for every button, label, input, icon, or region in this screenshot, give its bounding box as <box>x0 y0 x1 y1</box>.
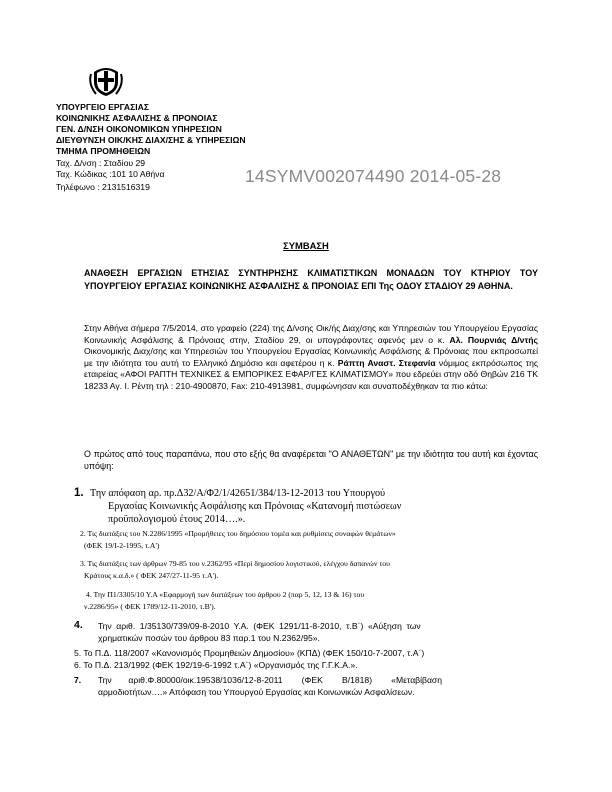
item-5-number: 4. <box>74 619 83 631</box>
postal-line: Ταχ. Κώδικας :101 10 Αθήνα <box>56 169 165 179</box>
directorate: ΔΙΕΥΘΥΝΣΗ ΟΙΚ/ΚΗΣ ΔΙΑΧ/ΣΗΣ & ΥΠΗΡΕΣΙΩΝ <box>56 135 246 145</box>
ministry-subtitle: ΚΟΙΝΩΝΙΚΗΣ ΑΣΦΑΛΙΣΗΣ & ΠΡΟΝΟΙΑΣ <box>56 113 218 123</box>
address-line: Ταχ. Δ/νση : Σταδίου 29 <box>56 158 146 168</box>
item-8-line-1: Την αριθ.Φ.80000/οικ.19538/1036/12-8-2011 (ΦΕΚ Β/1818) «Μεταβίβαση <box>98 675 443 685</box>
intro-paragraph: Στην Αθήνα σήμερα 7/5/2014, στο γραφείο (224) της Δ/νσης Οικ/ής Διαχ/σης και Υπηρεσιών του Υπουργείου Εργασίας Κοινωνικής Ασφάλισης & Πρόνοιας στην, Σταδίου 29, οι υπογράφοντες αφενός μεν ο κ. Αλ. Πουρνιάς Δ/ντής Οικονομικής Διαχ/σης και Υπηρεσιών του Υπουργείου Εργασίας Κοινωνικής Ασφάλισης & Πρόνοιας που εκπροσωπεί με την ιδιότητα του αυτή το Ελληνικό Δημόσιο και αφετέρου η κ. Ράπτη Αναστ. Στεφανία νόμιμος εκπρόσωπος της εταιρείας «ΑΦΟΙ ΡΑΠΤΗ ΤΕΧΝΙΚΕΣ & ΕΜΠΟΡΙΚΕΣ ΕΦΑΡ/ΓΕΣ ΚΛΙΜΑΤΙΣΜΟΥ» που εδρεύει στην οδό Θηβών 216 ΤΚ 18233 Αγ. Ι. Ρέντη τηλ : 210-4900870, Fax: 210-4913981, συμφώνησαν και συναποδέχθηκαν τα πιο κάτω: <box>84 323 538 391</box>
greek-emblem-icon <box>88 62 124 98</box>
item-7: 6. Το Π.Δ. 213/1992 (ΦΕΚ 192/19-6-1992 τ.Α΄) «Οργανισμός της Γ.Γ.Κ.Α.». <box>74 660 358 670</box>
item-1-line-2: Εργασίας Κοινωνικής Ασφάλισης και Πρόνοιας «Κατανομή πιστώσεων <box>108 501 402 512</box>
item-8-line-2: αρμοδιοτήτων….» Απόφαση του Υπουργού Εργασίας και Κοινωνικών Ασφαλίσεων. <box>98 687 415 697</box>
item-5-line-2: χρηματικών ποσών του άρθρου 83 παρ.1 του Ν.2362/95». <box>98 633 320 643</box>
signatory-1: Αλ. Πουρνιάς Δ/ντής <box>449 334 538 345</box>
item-5-line-1: Την αριθ. 1/35130/739/09-8-2010 Υ.Α. (ΦΕΚ 1291/11-8-2010, τ.Β΄) «Αύξηση των <box>98 621 421 631</box>
item-4-line-1: 4. Την Π1/3305/10 Υ.Α «Εφαρμογή των διατάξεων του άρθρου 2 (παρ 5, 12, 13 & 16) του <box>86 590 365 599</box>
item-1-line-1: Την απόφαση αρ. πρ.Δ32/Α/Φ2/1/42651/384/13-12-2013 του Υπουργού <box>90 488 386 499</box>
general-directorate: ΓΕΝ. Δ/ΝΣΗ ΟΙΚΟΝΟΜΙΚΩΝ ΥΠΗΡΕΣΙΩΝ <box>56 124 222 134</box>
item-2-line-1: 2. Τις διατάξεις του Ν.2286/1995 «Προμήθειες του δημόσιου τομέα και ρυθμίσεις συναφών θεμάτων» <box>80 529 396 538</box>
item-6: 5. Το Π.Δ. 118/2007 «Κανονισμός Προμηθειών Δημοσίου» (ΚΠΔ) (ΦΕΚ 150/10-7-2007, τ.Α΄) <box>74 648 425 658</box>
first-party-paragraph: Ο πρώτος από τους παραπάνω, που στο εξής θα αναφέρεται "Ο ΑΝΑΘΕΤΩΝ" με την ιδιότητα του αυτή και έχοντας υπόψη: <box>84 449 538 472</box>
item-3-line-1: 3. Τις διατάξεις των άρθρων 79-85 του ν.2362/95 «Περί δημοσίου λογιστικού, ελέγχου δαπανών του <box>80 559 390 568</box>
document-title: ΣΥΜΒΑΣΗ <box>283 240 329 251</box>
item-2-line-2: (ΦΕΚ 19/Ι-2-1995, τ.Α') <box>84 541 160 550</box>
department: ΤΜΗΜΑ ΠΡΟΜΗΘΕΙΩΝ <box>56 146 151 156</box>
item-8-number: 7. <box>74 675 82 685</box>
item-1-number: 1. <box>74 487 84 499</box>
ministry-name: ΥΠΟΥΡΓΕΙΟ ΕΡΓΑΣΙΑΣ <box>56 102 150 112</box>
item-1-line-3: προϋπολογισμού έτους 2014….». <box>108 514 246 525</box>
contract-subject: ΑΝΑΘΕΣΗ ΕΡΓΑΣΙΩΝ ΕΤΗΣΙΑΣ ΣΥΝΤΗΡΗΣΗΣ ΚΛΙΜΑΤΙΣΤΙΚΩΝ ΜΟΝΑΔΩΝ ΤΟΥ ΚΤΗΡΙΟΥ ΤΟΥ ΥΠΟΥΡΓΕΙΟΥ ΕΡΓΑΣΙΑΣ ΚΟΙΝΩΝΙΚΗΣ ΑΣΦΑΛΙΣΗΣ & ΠΡΟΝΟΙΑΣ ΕΠΙ Της ΟΔΟΥ ΣΤΑΔΙΟΥ 29 ΑΘΗΝΑ. <box>84 268 538 291</box>
phone-line: Τηλέφωνο : 2131516319 <box>56 182 150 192</box>
item-4-line-2: ν.2286/95» ( ΦΕΚ 1789/12-11-2010, τ.Β'). <box>84 602 216 611</box>
signatory-2: Ράπτη Αναστ. Στεφανία <box>337 357 436 368</box>
document-code-stamp: 14SYMV002074490 2014-05-28 <box>245 166 502 186</box>
item-3-line-2: Κράτους κ.α.δ.» ( ΦΕΚ 247/27-11-95 τ.Α'). <box>84 571 219 580</box>
